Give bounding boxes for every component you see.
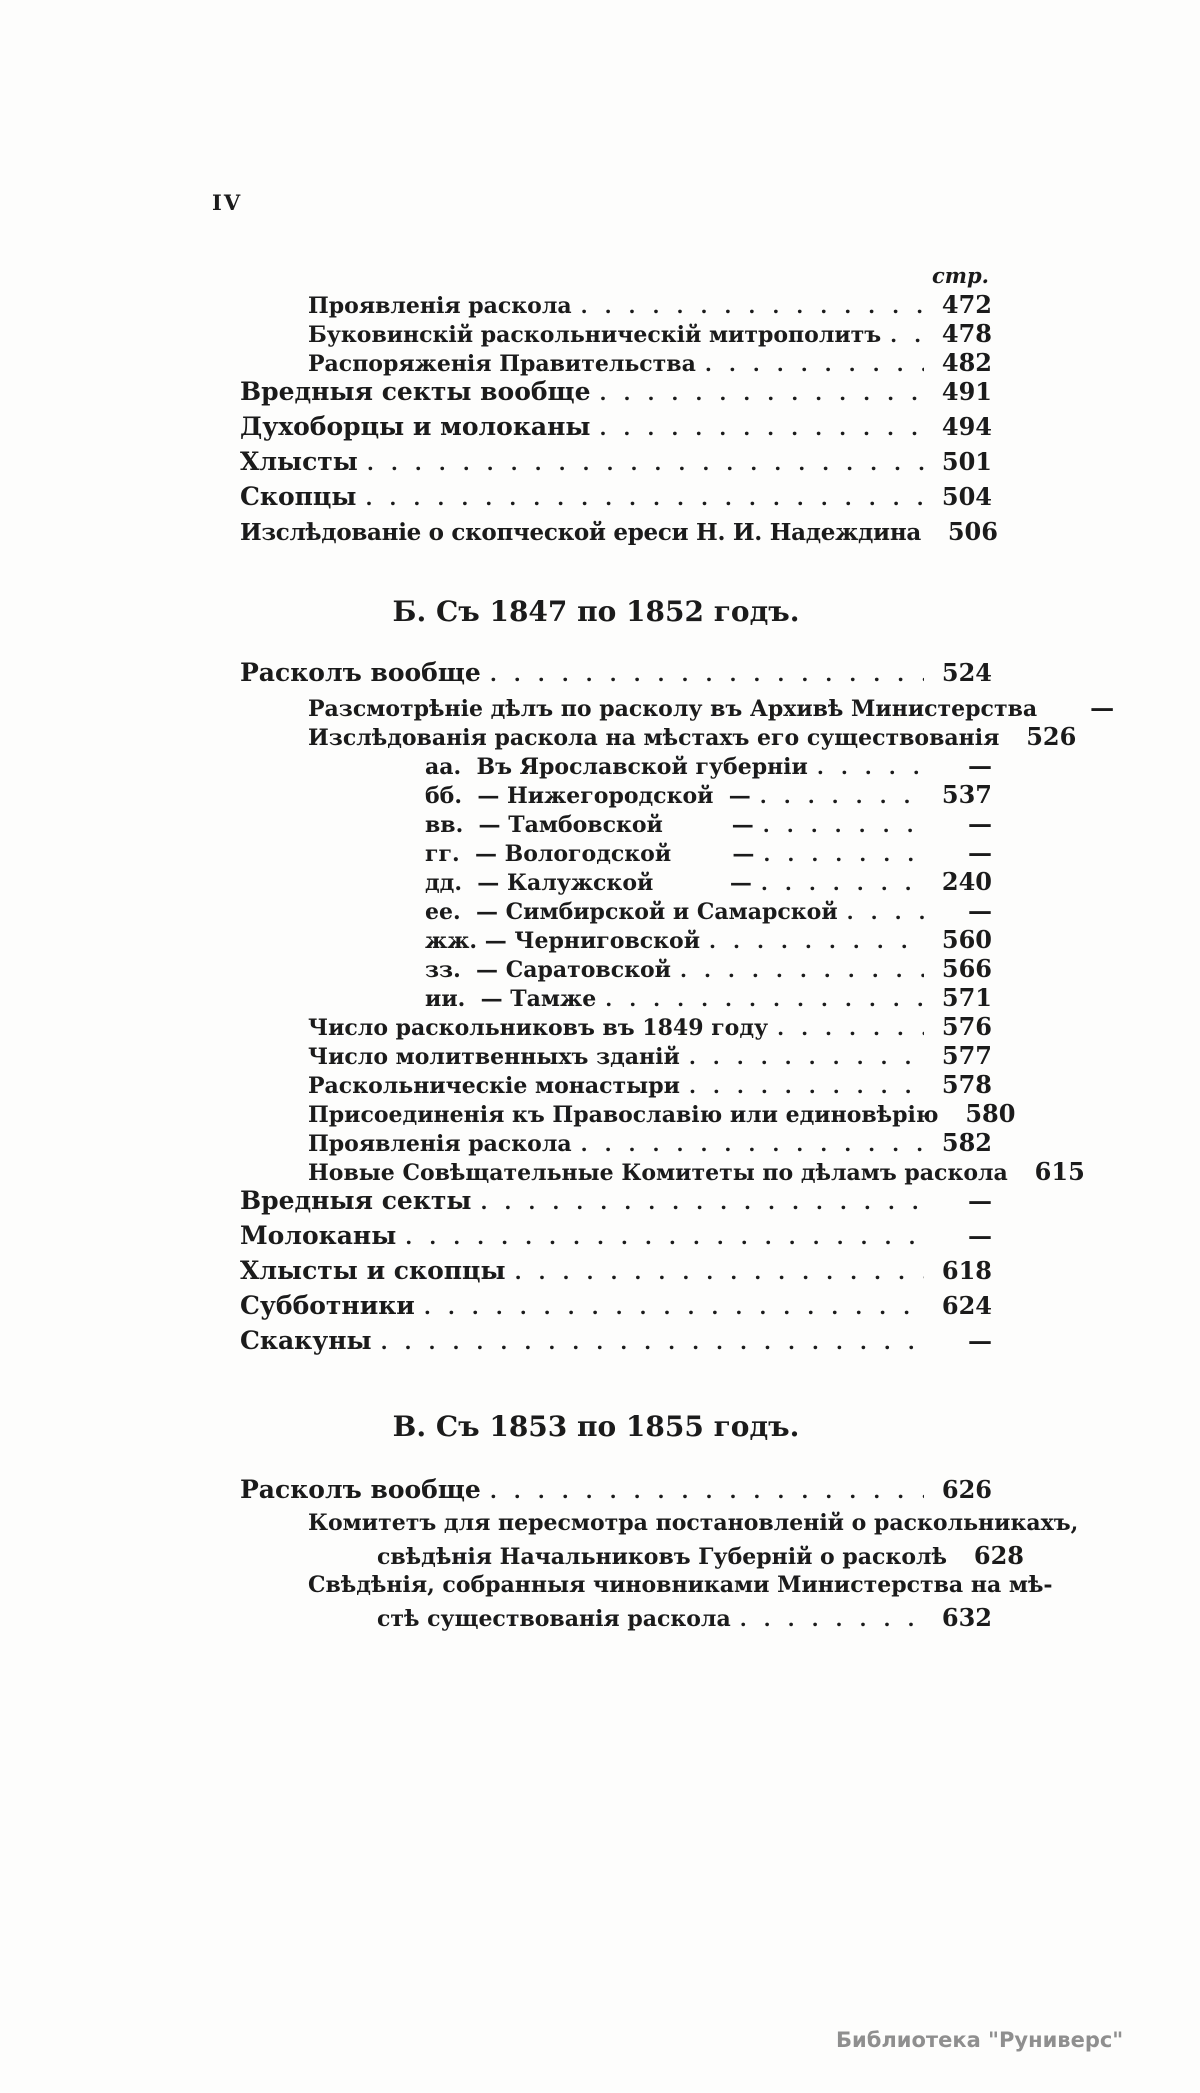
- toc-entry-title: бб. — Нижегородской —: [425, 783, 751, 809]
- toc-row: [240, 412, 992, 447]
- toc-row: [377, 1541, 1024, 1572]
- table-of-contents: [240, 252, 1115, 1634]
- toc-entry-title: аа. Въ Ярославской губерніи: [425, 754, 808, 780]
- toc-entry-title: Субботники: [240, 1291, 415, 1320]
- dot-leader: [596, 987, 924, 1011]
- toc-entry-page: 571: [941, 983, 992, 1012]
- toc-entry-page: 491: [941, 377, 992, 406]
- page-folio: IV: [212, 190, 243, 215]
- toc-entry-title: зз. — Саратовской: [425, 957, 671, 983]
- toc-row: [308, 348, 992, 377]
- toc-row: [308, 1070, 992, 1099]
- dot-leader: [481, 1479, 924, 1503]
- dot-leader: [731, 1607, 924, 1631]
- toc-row: [240, 1186, 992, 1221]
- toc-row: [308, 1012, 992, 1041]
- toc-entry-page: 524: [941, 658, 992, 687]
- toc-entry-page: 482: [941, 348, 992, 377]
- toc-entry-title: Скопцы: [240, 482, 357, 511]
- toc-entry-page: —: [968, 1221, 992, 1250]
- toc-entry-page: —: [968, 1326, 992, 1355]
- toc-entry-page: 628: [973, 1541, 1024, 1570]
- toc-entry-page: 580: [965, 1099, 1016, 1128]
- toc-entry-page: —: [968, 838, 992, 867]
- toc-entry-title: Разсмотрѣніе дѣлъ по расколу въ Архивѣ Министерства: [308, 696, 1038, 722]
- dot-leader: [881, 323, 924, 347]
- dot-leader: [696, 352, 924, 376]
- toc-row: [425, 983, 992, 1012]
- toc-entry-page: —: [968, 809, 992, 838]
- toc-row: [240, 482, 992, 517]
- toc-entry-title: жж. — Черниговской: [425, 928, 701, 954]
- dot-leader: [752, 871, 924, 895]
- column-header-row: [240, 252, 992, 290]
- dot-leader: [680, 1045, 924, 1069]
- toc-entry-page: 626: [941, 1475, 992, 1504]
- toc-entry-title: Изслѣдованіе о скопческой ереси Н. И. Надеждина: [240, 519, 921, 546]
- toc-entry-title: Скакуны: [240, 1326, 372, 1355]
- toc-row: [308, 1128, 992, 1157]
- toc-entry-title: дд. — Калужской —: [425, 870, 752, 896]
- dot-leader: [356, 486, 924, 510]
- toc-entry-title: Присоединенія къ Православію или единовѣрію: [308, 1102, 939, 1128]
- toc-entry-title: Проявленія раскола: [308, 293, 572, 319]
- toc-entry-title: Вредныя секты: [240, 1186, 472, 1215]
- toc-entry-page: 576: [941, 1012, 992, 1041]
- dot-leader: [768, 1016, 924, 1040]
- toc-entry-page: —: [968, 896, 992, 925]
- toc-row: [240, 517, 998, 552]
- toc-entry-page: 615: [1034, 1157, 1085, 1186]
- toc-row: [240, 377, 992, 412]
- toc-entry-title: Хлысты и скопцы: [240, 1256, 506, 1285]
- toc-entry-title: Новые Совѣщательные Комитеты по дѣламъ раскола: [308, 1160, 1008, 1186]
- toc-entry-page: —: [968, 751, 992, 780]
- toc-entry-page: 582: [941, 1128, 992, 1157]
- toc-row: [308, 722, 1077, 751]
- toc-entry-title: Свѣдѣнія, собранныя чиновниками Министерства на мѣ-: [308, 1572, 1053, 1598]
- toc-entry-title: Число раскольниковъ въ 1849 году: [308, 1015, 769, 1041]
- dot-leader: [680, 1074, 924, 1098]
- toc-entry-title: Буковинскій раскольническій митрополитъ: [308, 322, 882, 348]
- toc-row: [425, 780, 992, 809]
- toc-row: [425, 925, 992, 954]
- dot-leader: [481, 662, 924, 686]
- toc-row: [425, 751, 992, 780]
- toc-entry-page: 537: [941, 780, 992, 809]
- toc-entry-page: 501: [941, 447, 992, 476]
- toc-sections: [240, 290, 1115, 1634]
- dot-leader: [415, 1295, 924, 1319]
- toc-row: [240, 1326, 992, 1361]
- toc-entry-page: 240: [941, 867, 992, 896]
- toc-row: [308, 693, 1115, 722]
- toc-entry-title: Расколъ вообще: [240, 1475, 481, 1504]
- toc-entry-page: 506: [947, 517, 998, 546]
- toc-entry-title: Число молитвенныхъ зданій: [308, 1044, 680, 1070]
- toc-entry-page: 624: [941, 1291, 992, 1320]
- toc-entry-page: 560: [941, 925, 992, 954]
- toc-entry-title: Раскольническіе монастыри: [308, 1073, 680, 1099]
- toc-entry-title: Комитетъ для пересмотра постановленій о раскольникахъ,: [308, 1510, 1079, 1536]
- section-heading: В. Съ 1853 по 1855 годъ.: [392, 1410, 800, 1443]
- toc-entry-page: 526: [1026, 722, 1077, 751]
- toc-entry-page: —: [968, 1186, 992, 1215]
- dot-leader: [751, 784, 924, 808]
- toc-row: [425, 838, 992, 867]
- toc-entry-page: 504: [941, 482, 992, 511]
- toc-entry-title: Изслѣдованія раскола на мѣстахъ его существованія: [308, 725, 1000, 751]
- toc-entry-page: 472: [941, 290, 992, 319]
- dot-leader: [358, 451, 924, 475]
- dot-leader: [808, 755, 924, 779]
- dot-leader: [372, 1330, 924, 1354]
- dot-leader: [590, 416, 924, 440]
- watermark: Библиотека "Руниверс": [836, 2028, 1124, 2052]
- toc-entry-title: ее. — Симбирской и Самарской: [425, 899, 838, 925]
- dot-leader: [947, 1545, 956, 1569]
- toc-entry-title: Вредныя секты вообще: [240, 377, 591, 406]
- toc-row: [240, 1221, 992, 1256]
- toc-entry-title: Духоборцы и молоканы: [240, 412, 591, 441]
- toc-row: [308, 1510, 1079, 1541]
- toc-row: [425, 867, 992, 896]
- dot-leader: [506, 1260, 924, 1284]
- dot-leader: [938, 1103, 947, 1127]
- toc-row: [377, 1603, 992, 1634]
- toc-entry-title: вв. — Тамбовской —: [425, 812, 754, 838]
- toc-row: [240, 658, 992, 693]
- toc-section: [240, 1409, 1079, 1634]
- dot-leader: [754, 813, 924, 837]
- page-column-header: стр.: [931, 263, 989, 288]
- toc-entry-title: ии. — Тамже: [425, 986, 597, 1012]
- toc-entry-page: 578: [941, 1070, 992, 1099]
- dot-leader: [671, 958, 924, 982]
- toc-entry-title: гг. — Вологодской —: [425, 841, 755, 867]
- toc-entry-page: 632: [941, 1603, 992, 1632]
- dot-leader: [921, 521, 930, 545]
- dot-leader: [471, 1190, 924, 1214]
- toc-entry-page: 494: [941, 412, 992, 441]
- toc-row: [240, 1256, 992, 1291]
- dot-leader: [572, 294, 924, 318]
- toc-entry-title: Распоряженія Правительства: [308, 351, 696, 377]
- dot-leader: [838, 900, 924, 924]
- toc-row: [240, 1291, 992, 1326]
- toc-row: [240, 447, 992, 482]
- toc-row: [308, 1041, 992, 1070]
- dot-leader: [754, 842, 924, 866]
- toc-entry-title: Хлысты: [240, 447, 358, 476]
- toc-section: [240, 594, 1115, 1361]
- toc-entry-page: —: [1090, 693, 1115, 722]
- toc-row: [308, 1099, 1016, 1128]
- toc-row: [240, 1475, 992, 1510]
- dot-leader: [700, 929, 924, 953]
- toc-entry-title: Расколъ вообще: [240, 658, 481, 687]
- toc-section: [240, 290, 998, 552]
- dot-leader: [591, 381, 924, 405]
- toc-entry-title: Проявленія раскола: [308, 1131, 572, 1157]
- toc-row: [308, 319, 992, 348]
- dot-leader: [396, 1225, 924, 1249]
- toc-row: [308, 1157, 1085, 1186]
- dot-leader: [572, 1132, 924, 1156]
- section-heading: Б. Съ 1847 по 1852 годъ.: [392, 595, 800, 628]
- dot-leader: [1008, 1161, 1017, 1185]
- toc-entry-title: свѣдѣнія Начальниковъ Губерній о расколѣ: [377, 1544, 947, 1570]
- dot-leader: [999, 726, 1008, 750]
- toc-entry-page: 566: [941, 954, 992, 983]
- toc-entry-page: 577: [941, 1041, 992, 1070]
- toc-row: [308, 1572, 1053, 1603]
- toc-row: [425, 896, 992, 925]
- toc-entry-page: 478: [941, 319, 992, 348]
- toc-row: [425, 809, 992, 838]
- toc-row: [425, 954, 992, 983]
- toc-entry-title: стѣ существованія раскола: [377, 1606, 731, 1632]
- toc-entry-title: Молоканы: [240, 1221, 397, 1250]
- toc-row: [308, 290, 992, 319]
- toc-entry-page: 618: [941, 1256, 992, 1285]
